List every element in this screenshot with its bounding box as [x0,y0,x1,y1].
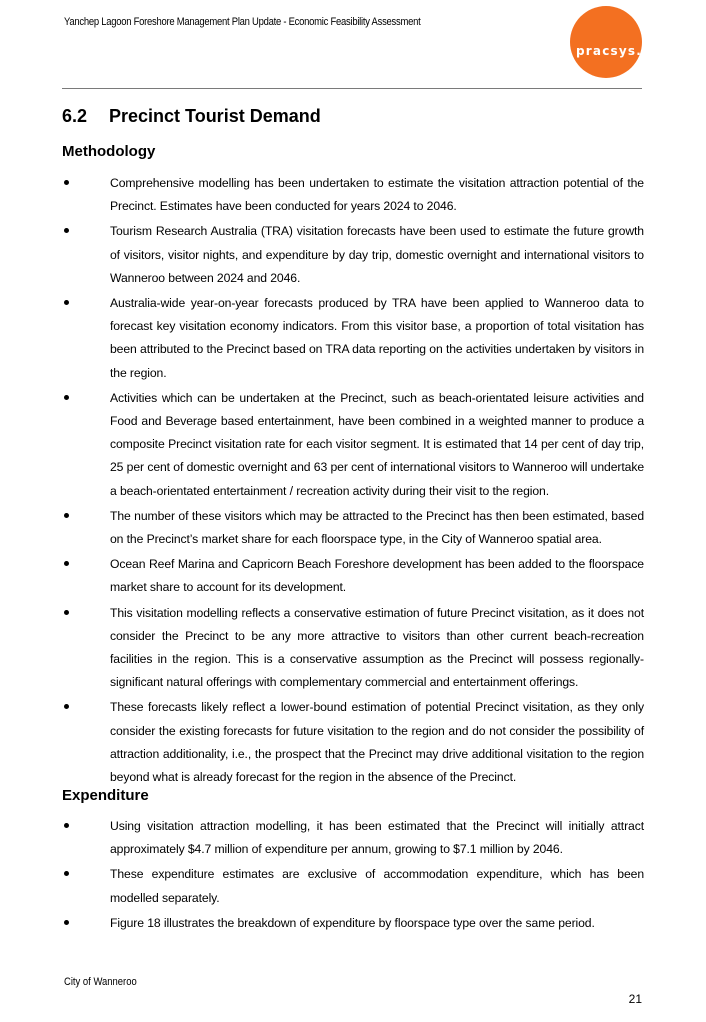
bullet-text: Activities which can be undertaken at the Precinct, such as beach-orientated leisure activities and Food and Beverage based entertainment, have been combined in a weighted manner to produce a composite Precinct visitation rate for each visitor segment. It is estimated that 14 per cent of day trip, 25 per cent of domestic overnight and 63 per cent of international visitors to Wanneroo will undertake a beach-orientated entertainment / recreation activity during their visit to the region. [110,390,644,498]
bullet-dot-icon [64,920,69,925]
page-header-title: Yanchep Lagoon Foreshore Management Plan Update - Economic Feasibility Assessment [64,16,421,28]
bullet-text: Figure 18 illustrates the breakdown of expenditure by floorspace type over the same period. [110,915,595,930]
page-number: 21 [628,992,642,1006]
footer-organization: City of Wanneroo [64,976,137,988]
bullet-dot-icon [64,704,69,709]
list-item [62,696,644,789]
methodology-heading: Methodology [62,143,156,160]
list-item [62,505,644,551]
bullet-text: These expenditure estimates are exclusive of accommodation expenditure, which has been modelled separately. [110,867,644,905]
list-item [62,387,644,503]
list-item [62,815,644,861]
bullet-dot-icon [64,513,69,518]
bullet-dot-icon [64,823,69,828]
bullet-dot-icon [64,300,69,305]
list-item [62,553,644,599]
expenditure-bullet-list [62,815,644,937]
bullet-text: These forecasts likely reflect a lower-bound estimation of potential Precinct visitation, as they only consider the existing forecasts for future visitation to the region and do not consider the possibility of attraction additionality, i.e., the prospect that the Precinct may drive additional visitation to the region beyond what is already forecast for the region in the absence of the Precinct. [110,700,644,785]
expenditure-heading: Expenditure [62,787,149,804]
list-item [62,912,644,935]
bullet-text: Using visitation attraction modelling, it has been estimated that the Precinct will initially attract approximately $4.7 million of expenditure per annum, growing to $7.1 million by 2046. [110,819,644,857]
bullet-text: This visitation modelling reflects a conservative estimation of future Precinct visitation, as it does not consider the Precinct to be any more attractive to visitors than other current beach-recreation facilities in the region. This is a conservative assumption as the Precinct will possess regionally-significant natural offerings with complementary commercial and entertainment offerings. [110,605,644,690]
list-item [62,602,644,695]
bullet-dot-icon [64,395,69,400]
bullet-dot-icon [64,180,69,185]
section-heading [62,106,321,127]
section-number: 6.2 [62,106,88,126]
bullet-text: The number of these visitors which may be attracted to the Precinct has then been estimated, based on the Precinct’s market share for each floorspace type, in the City of Wanneroo spatial area. [110,508,644,547]
bullet-text: Australia-wide year-on-year forecasts produced by TRA have been applied to Wanneroo data to forecast key visitation economy indicators. From this visitor base, a proportion of total visitation has been attributed to the Precinct based on TRA data reporting on the activities undertaken by visitors in the region. [110,296,644,380]
bullet-dot-icon [64,561,69,566]
pracsys-logo [570,6,642,78]
bullet-dot-icon [64,610,69,615]
section-title: Precinct Tourist Demand [109,106,321,126]
bullet-dot-icon [64,871,69,876]
list-item [62,172,644,218]
list-item [62,863,644,909]
logo-text: pracsys. [576,44,642,58]
bullet-text: Comprehensive modelling has been undertaken to estimate the visitation attraction potential of the Precinct. Estimates have been conducted for years 2024 to 2046. [110,176,644,214]
bullet-dot-icon [64,228,69,233]
list-item [62,220,644,290]
bullet-text: Ocean Reef Marina and Capricorn Beach Foreshore development has been added to the floorspace market share to account for its development. [110,557,644,595]
list-item [62,292,644,385]
header-divider [62,88,642,89]
bullet-text: Tourism Research Australia (TRA) visitation forecasts have been used to estimate the future growth of visitors, visitor nights, and expenditure by day trip, domestic overnight and international visitors to Wanneroo between 2024 and 2046. [110,224,644,285]
methodology-bullet-list [62,172,644,791]
